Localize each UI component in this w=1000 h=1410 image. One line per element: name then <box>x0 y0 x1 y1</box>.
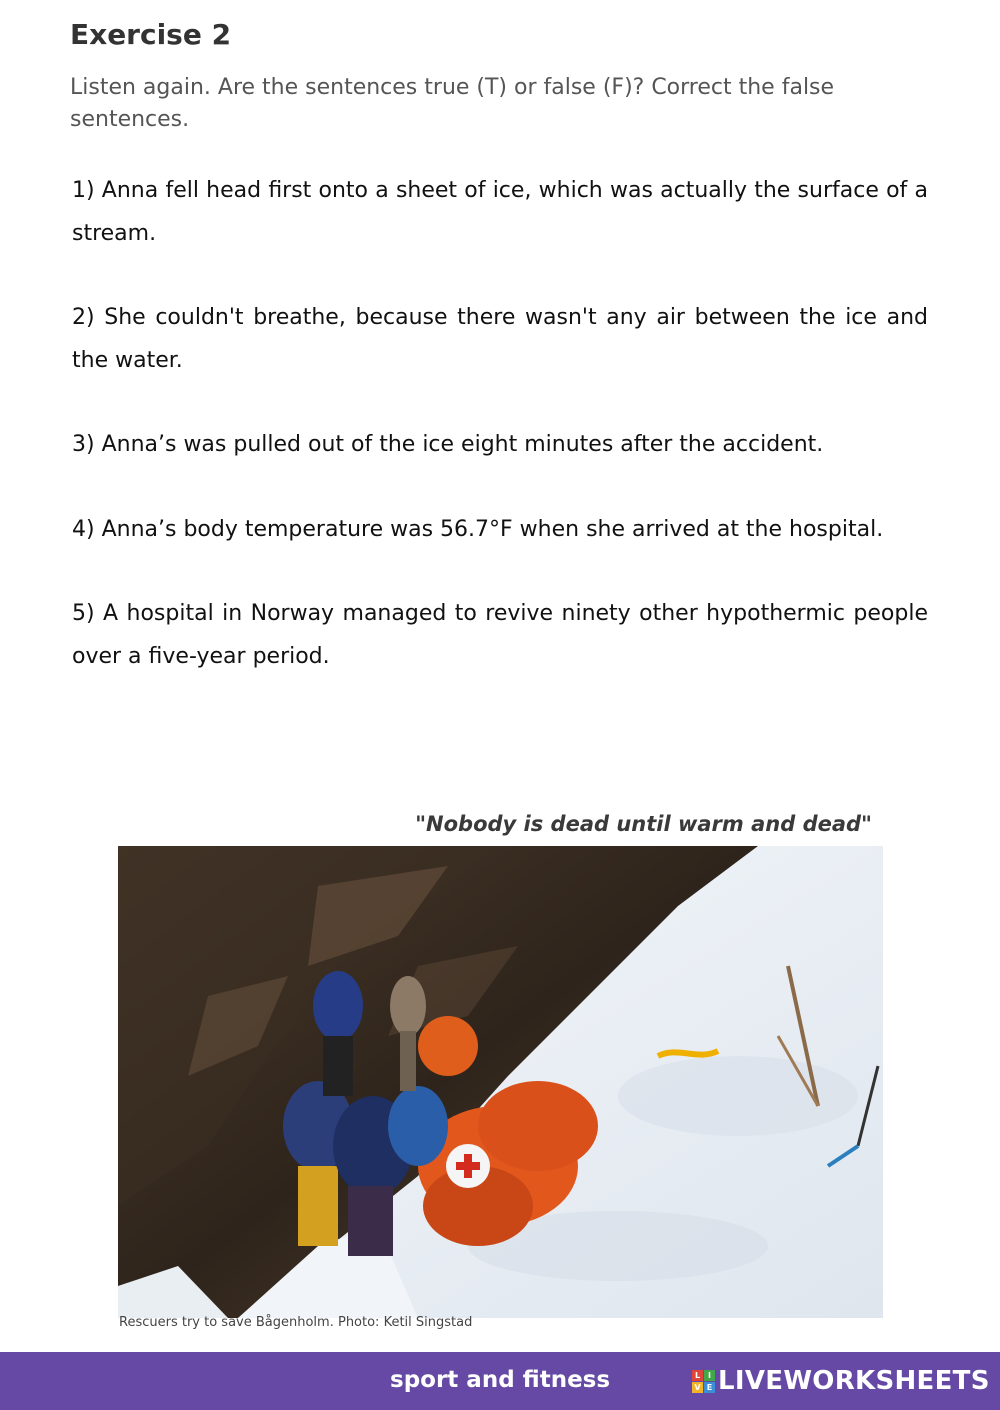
question-3: 3) Anna’s was pulled out of the ice eight minutes after the accident. <box>72 432 824 457</box>
liveworksheets-logo[interactable] <box>692 1364 990 1398</box>
rescue-photo <box>118 846 883 1318</box>
photo-quote: "Nobody is dead until warm and dead" <box>415 812 872 836</box>
footer-topic: sport and fitness <box>390 1367 611 1393</box>
question-2: 2) She couldn't breathe, because there wasn't any air between the ice and the water. <box>72 305 928 373</box>
question-4: 4) Anna’s body temperature was 56.7°F when she arrived at the hospital. <box>72 516 884 542</box>
logo-tile: E <box>704 1382 715 1393</box>
rescue-scene-illustration <box>118 846 883 1318</box>
question-1: 1) Anna fell head first onto a sheet of ice, which was actually the surface of a stream. <box>72 178 928 246</box>
logo-tile: V <box>692 1382 703 1393</box>
brand-name: LIVEWORKSHEETS <box>718 1366 990 1396</box>
question-5: 5) A hospital in Norway managed to revive ninety other hypothermic people over a five-year period. <box>72 601 928 669</box>
exercise-title: Exercise 2 <box>70 18 232 51</box>
photo-caption: Rescuers try to save Bågenholm. Photo: Ketil Singstad <box>119 1315 473 1330</box>
logo-tile: L <box>692 1370 703 1381</box>
logo-tile: I <box>704 1370 715 1381</box>
footer-bar <box>0 1352 1000 1410</box>
question-list <box>72 170 928 678</box>
logo-tiles-icon <box>692 1370 715 1393</box>
exercise-instructions: Listen again. Are the sentences true (T) or false (F)? Correct the false sentences. <box>70 75 835 132</box>
